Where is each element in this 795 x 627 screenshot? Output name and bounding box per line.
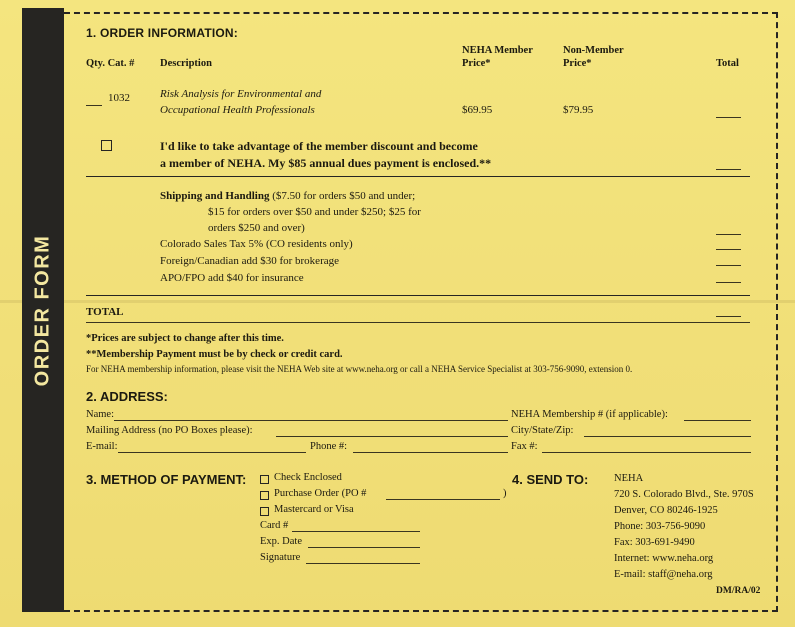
col-qty: Qty. Cat. # — [86, 58, 135, 69]
col-nonmember-price-2: Price* — [563, 58, 592, 69]
send-line-web: Internet: www.neha.org — [614, 553, 714, 564]
po-number-field[interactable] — [386, 499, 500, 500]
foreign-total-blank[interactable] — [716, 265, 741, 266]
card-checkbox[interactable] — [260, 507, 269, 516]
apo-line: APO/FPO add $40 for insurance — [160, 272, 304, 284]
shipping-total-blank[interactable] — [716, 234, 741, 235]
sidebar-label: ORDER FORM — [31, 234, 54, 386]
send-line-fax: Fax: 303-691-9490 — [614, 537, 695, 548]
signature-field[interactable] — [306, 563, 420, 564]
membership-number-label: NEHA Membership # (if applicable): — [511, 409, 668, 420]
mailing-label: Mailing Address (no PO Boxes please): — [86, 425, 253, 436]
shipping-rate-2: $15 for orders over $50 and under $250; $25 for — [208, 206, 421, 218]
address-heading: 2. ADDRESS: — [86, 389, 168, 404]
membership-total-blank[interactable] — [716, 169, 741, 170]
name-field[interactable] — [114, 420, 508, 421]
send-line-email: E-mail: staff@neha.org — [614, 569, 713, 580]
send-line-org: NEHA — [614, 473, 644, 484]
note-info: For NEHA membership information, please visit the NEHA Web site at www.neha.org or call a NEHA Service Specialist at 303-756-9090, extension 0. — [86, 364, 633, 374]
sales-tax-line: Colorado Sales Tax 5% (CO residents only) — [160, 238, 353, 250]
col-nonmember-price-1: Non-Member — [563, 45, 624, 56]
form-code: DM/RA/02 — [716, 586, 761, 596]
shipping-rate-1: ($7.50 for orders $50 and under; — [272, 190, 416, 202]
order-heading: 1. ORDER INFORMATION: — [86, 26, 238, 40]
section-divider-1 — [86, 176, 750, 177]
check-enclosed-label: Check Enclosed — [274, 472, 342, 483]
note-membership: **Membership Payment must be by check or credit card. — [86, 349, 343, 360]
total-divider — [86, 322, 750, 323]
purchase-order-checkbox[interactable] — [260, 491, 269, 500]
fax-label: Fax #: — [511, 441, 538, 452]
send-heading: 4. SEND TO: — [512, 472, 589, 487]
phone-label: Phone #: — [310, 441, 348, 452]
exp-date-field[interactable] — [308, 547, 420, 548]
foreign-line: Foreign/Canadian add $30 for brokerage — [160, 255, 339, 267]
send-line-street: 720 S. Colorado Blvd., Ste. 970S — [614, 489, 754, 500]
item-member-price: $69.95 — [462, 104, 493, 116]
send-line-phone: Phone: 303-756-9090 — [614, 521, 706, 532]
card-number-label: Card # — [260, 520, 289, 531]
tax-total-blank[interactable] — [716, 249, 741, 250]
item-title-line-2: Occupational Health Professionals — [160, 104, 315, 116]
col-total: Total — [716, 58, 739, 69]
shipping-rate-3: orders $250 and over) — [208, 222, 305, 234]
membership-checkbox[interactable] — [101, 140, 112, 151]
email-label: E-mail: — [86, 441, 118, 452]
check-enclosed-checkbox[interactable] — [260, 475, 269, 484]
col-member-price-2: Price* — [462, 58, 491, 69]
phone-field[interactable] — [353, 452, 508, 453]
signature-label: Signature — [260, 552, 301, 563]
shipping-label: Shipping and Handling — [160, 190, 270, 202]
city-label: City/State/Zip: — [511, 425, 574, 436]
city-field[interactable] — [584, 436, 751, 437]
total-label: TOTAL — [86, 306, 124, 318]
shipping-line-1 — [160, 190, 415, 202]
send-line-city: Denver, CO 80246-1925 — [614, 505, 718, 516]
item-title-line-1: Risk Analysis for Environmental and — [160, 88, 322, 100]
note-prices: *Prices are subject to change after this time. — [86, 333, 284, 344]
apo-total-blank[interactable] — [716, 282, 741, 283]
po-close-paren: ) — [503, 488, 507, 499]
exp-date-label: Exp. Date — [260, 536, 302, 547]
item-total-blank[interactable] — [716, 117, 741, 118]
card-label: Mastercard or Visa — [274, 504, 354, 515]
fax-field[interactable] — [542, 452, 751, 453]
grand-total-blank[interactable] — [716, 316, 741, 317]
membership-number-field[interactable] — [684, 420, 751, 421]
col-member-price-1: NEHA Member — [462, 45, 533, 56]
section-divider-2 — [86, 295, 750, 296]
mailing-field[interactable] — [276, 436, 508, 437]
qty-blank[interactable] — [86, 105, 102, 106]
sidebar-label-wrap — [22, 8, 64, 612]
membership-text-1: I'd like to take advantage of the member discount and become — [160, 139, 478, 153]
col-description: Description — [160, 58, 212, 69]
item-cat-number: 1032 — [108, 92, 130, 104]
payment-heading: 3. METHOD OF PAYMENT: — [86, 472, 247, 487]
membership-text-2: a member of NEHA. My $85 annual dues payment is enclosed.** — [160, 156, 492, 170]
name-label: Name: — [86, 409, 114, 420]
email-field[interactable] — [118, 452, 306, 453]
card-number-field[interactable] — [292, 531, 420, 532]
item-nonmember-price: $79.95 — [563, 104, 594, 116]
purchase-order-label: Purchase Order (PO # — [274, 488, 367, 499]
